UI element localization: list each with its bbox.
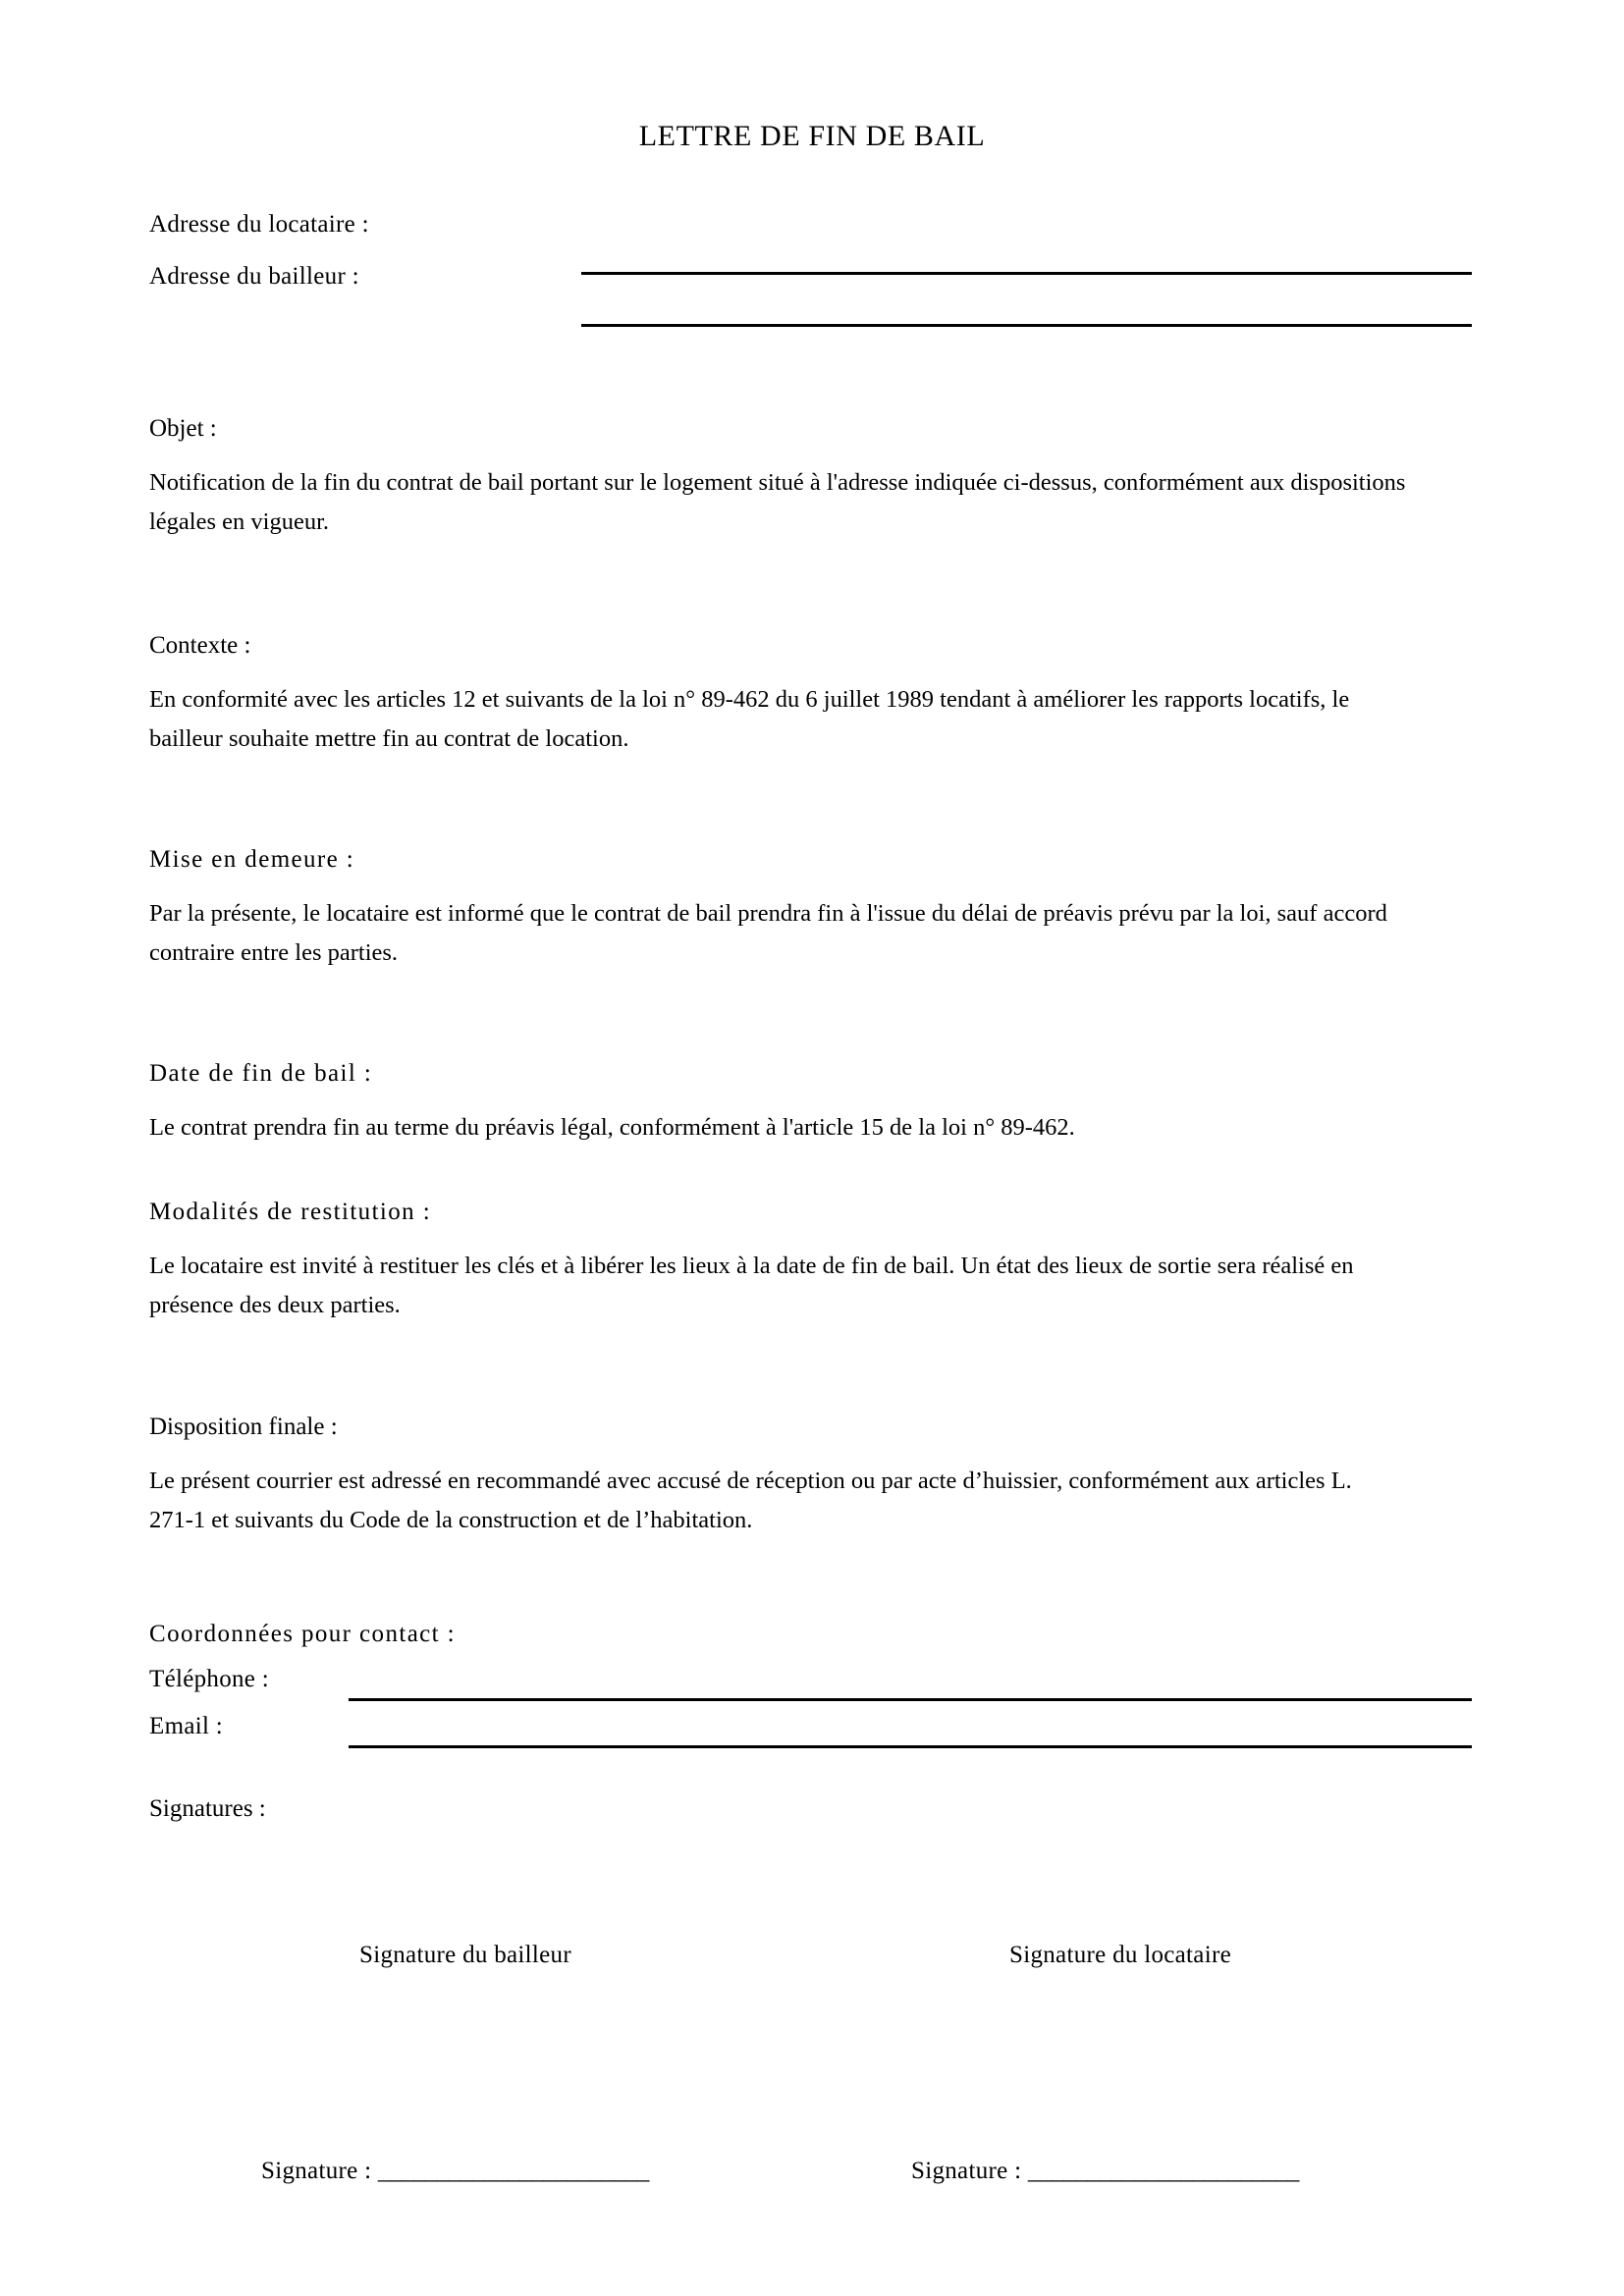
section-body-disposition-finale: Le présent courrier est adressé en recommandé avec accusé de réception ou par acte d’huissier, conformément aux articles L. 271-1 et suivants du Code de la construction et de l’habitation. (149, 1468, 1352, 1533)
section-contexte (149, 633, 1435, 759)
section-body-contexte: En conformité avec les articles 12 et suivants de la loi n° 89-462 du 6 juillet 1989 tendant à améliorer les rapports locatifs, le bailleur souhaite mettre fin au contrat de location. (149, 686, 1350, 752)
field-rule-telephone[interactable] (349, 1698, 1472, 1701)
section-disposition-finale (149, 1415, 1435, 1540)
section-heading-date-fin-bail: Date de fin de bail : (149, 1060, 373, 1087)
field-label-adresse-bailleur: Adresse du bailleur : (149, 263, 359, 290)
section-modalites-restitution (149, 1200, 1435, 1325)
signature-line-bailleur-label: Signature : (261, 2158, 378, 2184)
section-mise-en-demeure (149, 847, 1435, 973)
section-body-date-fin-bail: Le contrat prendra fin au terme du préavis légal, conformément à l'article 15 de la loi n° 89-462. (149, 1114, 1075, 1141)
signature-line-locataire-rule: _______________________ (1027, 2158, 1299, 2184)
section-date-fin-bail (149, 1061, 1435, 1148)
field-rule-email[interactable] (349, 1745, 1472, 1748)
section-heading-signatures: Signatures : (149, 1795, 266, 1822)
section-body-modalites-restitution: Le locataire est invité à restituer les clés et à libérer les lieux à la date de fin de bail. Un état des lieux de sortie sera réalisé en présence des deux parties. (149, 1253, 1354, 1318)
field-adresse-locataire[interactable] (149, 211, 1475, 254)
section-objet (149, 416, 1435, 542)
field-adresse-bailleur[interactable] (149, 263, 1475, 306)
signature-line-locataire[interactable] (911, 2158, 1299, 2185)
page-title: LETTRE DE FIN DE BAIL (638, 120, 986, 152)
section-heading-disposition-finale: Disposition finale : (149, 1414, 338, 1440)
section-heading-modalites-restitution: Modalités de restitution : (149, 1199, 432, 1225)
field-email[interactable] (149, 1713, 1475, 1756)
section-heading-mise-en-demeure: Mise en demeure : (149, 846, 355, 873)
section-body-objet: Notification de la fin du contrat de bail portant sur le logement situé à l'adresse indiquée ci-dessus, conformément aux dispositions légales en vigueur. (149, 469, 1406, 535)
signature-label-bailleur: Signature du bailleur (359, 1942, 571, 1968)
signature-line-bailleur-rule: _______________________ (377, 2158, 649, 2184)
field-label-telephone: Téléphone : (149, 1666, 270, 1692)
signature-line-bailleur[interactable] (261, 2158, 649, 2185)
signature-line-locataire-label: Signature : (911, 2158, 1028, 2184)
field-label-adresse-locataire: Adresse du locataire : (149, 211, 369, 238)
field-rule-adresse-bailleur[interactable] (581, 324, 1472, 327)
section-heading-objet: Objet : (149, 415, 217, 442)
section-heading-coordonnees-contact: Coordonnées pour contact : (149, 1621, 457, 1647)
section-coordonnees-contact (149, 1622, 1435, 1646)
document-body (149, 0, 1475, 2296)
signature-label-locataire: Signature du locataire (1009, 1942, 1231, 1968)
section-heading-contexte: Contexte : (149, 632, 251, 659)
field-telephone[interactable] (149, 1666, 1475, 1709)
field-label-email: Email : (149, 1713, 224, 1739)
section-signatures (149, 1796, 1435, 1821)
section-body-mise-en-demeure: Par la présente, le locataire est informé que le contrat de bail prendra fin à l'issue du délai de préavis prévu par la loi, sauf accord contraire entre les parties. (149, 900, 1387, 966)
